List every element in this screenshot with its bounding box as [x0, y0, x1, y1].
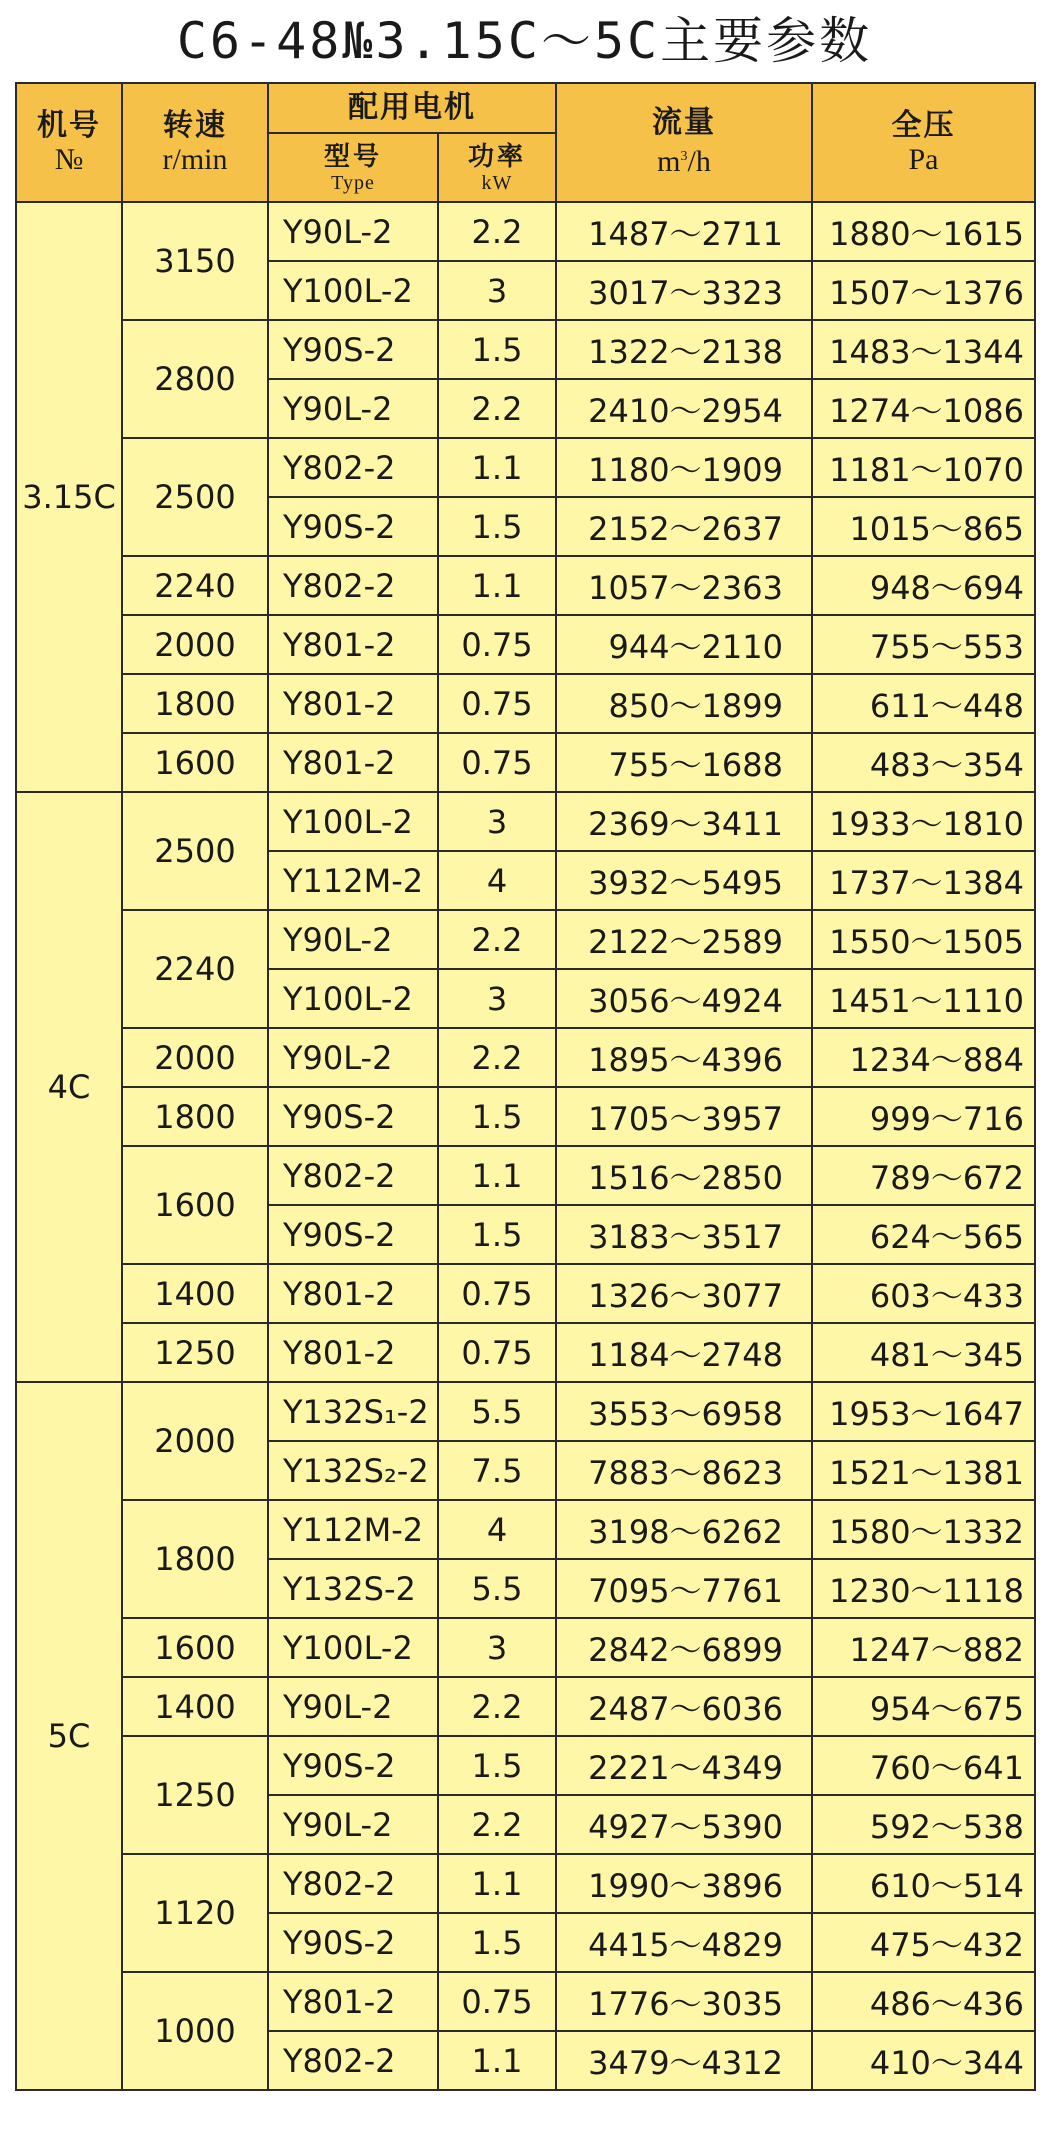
motor-type-cell: Y90L-2 — [268, 1028, 438, 1087]
flow-cell: 2152～2637 — [556, 497, 812, 556]
flow-unit-m: m — [657, 145, 681, 178]
flow-cell: 1516～2850 — [556, 1146, 812, 1205]
flow-cell: 4927～5390 — [556, 1795, 812, 1854]
motor-power-cell: 5.5 — [438, 1559, 556, 1618]
motor-type-cell: Y801-2 — [268, 1264, 438, 1323]
pressure-cell: 1015～865 — [812, 497, 1035, 556]
speed-cell: 1250 — [122, 1323, 268, 1382]
motor-type-cell: Y90L-2 — [268, 202, 438, 261]
table-row — [16, 1677, 1035, 1736]
pressure-cell: 475～432 — [812, 1913, 1035, 1972]
motor-power-cell: 2.2 — [438, 379, 556, 438]
motor-type-cell: Y100L-2 — [268, 1618, 438, 1677]
flow-cell: 1184～2748 — [556, 1323, 812, 1382]
speed-cell: 2500 — [122, 438, 268, 556]
motor-power-cell: 1.1 — [438, 556, 556, 615]
header-type-cn: 型号 — [323, 141, 382, 172]
pressure-cell: 1451～1110 — [812, 969, 1035, 1028]
flow-cell: 1776～3035 — [556, 1972, 812, 2031]
header-motor-label: 配用电机 — [348, 90, 476, 125]
speed-cell: 2800 — [122, 320, 268, 438]
speed-cell: 1600 — [122, 1618, 268, 1677]
motor-power-cell: 1.5 — [438, 320, 556, 379]
flow-unit-tail: /h — [687, 145, 711, 178]
pressure-cell: 1230～1118 — [812, 1559, 1035, 1618]
motor-power-cell: 1.5 — [438, 1087, 556, 1146]
flow-cell: 3198～6262 — [556, 1500, 812, 1559]
motor-type-cell: Y90S-2 — [268, 1913, 438, 1972]
table-header — [16, 83, 1035, 202]
motor-type-cell: Y90S-2 — [268, 320, 438, 379]
motor-type-cell: Y90S-2 — [268, 1087, 438, 1146]
motor-type-cell: Y90S-2 — [268, 1205, 438, 1264]
flow-cell: 2842～6899 — [556, 1618, 812, 1677]
speed-cell: 1600 — [122, 733, 268, 792]
motor-power-cell: 3 — [438, 792, 556, 851]
motor-power-cell: 2.2 — [438, 910, 556, 969]
speed-cell: 1600 — [122, 1146, 268, 1264]
table-row — [16, 1264, 1035, 1323]
table-row — [16, 1146, 1035, 1205]
header-type — [268, 133, 438, 202]
table-row — [16, 1500, 1035, 1559]
flow-unit-exp: 3 — [680, 149, 688, 164]
table-row — [16, 1382, 1035, 1441]
pressure-cell: 1274～1086 — [812, 379, 1035, 438]
motor-type-cell: Y90L-2 — [268, 379, 438, 438]
table-row — [16, 1087, 1035, 1146]
motor-type-cell: Y90S-2 — [268, 497, 438, 556]
motor-type-cell: Y802-2 — [268, 1854, 438, 1913]
motor-power-cell: 1.1 — [438, 2031, 556, 2090]
table-row — [16, 1736, 1035, 1795]
speed-cell: 1400 — [122, 1264, 268, 1323]
motor-type-cell: Y90S-2 — [268, 1736, 438, 1795]
flow-cell: 1326～3077 — [556, 1264, 812, 1323]
pressure-cell: 483～354 — [812, 733, 1035, 792]
speed-cell: 2240 — [122, 556, 268, 615]
motor-type-cell: Y801-2 — [268, 1323, 438, 1382]
flow-cell: 3183～3517 — [556, 1205, 812, 1264]
model-cell: 4C — [16, 792, 122, 1382]
flow-cell: 2410～2954 — [556, 379, 812, 438]
motor-type-cell: Y132S-2 — [268, 1559, 438, 1618]
motor-power-cell: 0.75 — [438, 1264, 556, 1323]
pressure-cell: 1507～1376 — [812, 261, 1035, 320]
pressure-cell: 1580～1332 — [812, 1500, 1035, 1559]
motor-power-cell: 7.5 — [438, 1441, 556, 1500]
header-pressure — [812, 83, 1035, 202]
pressure-cell: 1953～1647 — [812, 1382, 1035, 1441]
motor-type-cell: Y90L-2 — [268, 910, 438, 969]
table-row — [16, 1323, 1035, 1382]
motor-power-cell: 2.2 — [438, 202, 556, 261]
motor-type-cell: Y801-2 — [268, 674, 438, 733]
flow-cell: 3553～6958 — [556, 1382, 812, 1441]
pressure-cell: 1521～1381 — [812, 1441, 1035, 1500]
flow-cell: 1895～4396 — [556, 1028, 812, 1087]
motor-type-cell: Y801-2 — [268, 733, 438, 792]
speed-cell: 3150 — [122, 202, 268, 320]
speed-cell: 1800 — [122, 674, 268, 733]
header-model-cn: 机号 — [37, 107, 101, 143]
flow-cell: 1705～3957 — [556, 1087, 812, 1146]
flow-cell: 3017～3323 — [556, 261, 812, 320]
flow-cell: 1322～2138 — [556, 320, 812, 379]
pressure-cell: 592～538 — [812, 1795, 1035, 1854]
motor-power-cell: 1.5 — [438, 1736, 556, 1795]
motor-power-cell: 4 — [438, 851, 556, 910]
motor-power-cell: 0.75 — [438, 1972, 556, 2031]
speed-cell: 2000 — [122, 1028, 268, 1087]
motor-power-cell: 3 — [438, 261, 556, 320]
speed-cell: 1250 — [122, 1736, 268, 1854]
flow-cell: 7883～8623 — [556, 1441, 812, 1500]
motor-type-cell: Y100L-2 — [268, 792, 438, 851]
parameter-table — [15, 82, 1036, 2091]
header-speed-cn: 转速 — [163, 107, 227, 143]
pressure-cell: 624～565 — [812, 1205, 1035, 1264]
flow-cell: 944～2110 — [556, 615, 812, 674]
table-row — [16, 615, 1035, 674]
speed-cell: 2500 — [122, 792, 268, 910]
motor-type-cell: Y112M-2 — [268, 1500, 438, 1559]
pressure-cell: 481～345 — [812, 1323, 1035, 1382]
motor-power-cell: 3 — [438, 1618, 556, 1677]
speed-cell: 2000 — [122, 1382, 268, 1500]
speed-cell: 1120 — [122, 1854, 268, 1972]
motor-type-cell: Y802-2 — [268, 556, 438, 615]
table-row — [16, 792, 1035, 851]
motor-type-cell: Y112M-2 — [268, 851, 438, 910]
pressure-cell: 755～553 — [812, 615, 1035, 674]
pressure-cell: 1181～1070 — [812, 438, 1035, 497]
table-row — [16, 1618, 1035, 1677]
table-row — [16, 674, 1035, 733]
flow-cell: 2122～2589 — [556, 910, 812, 969]
flow-cell: 4415～4829 — [556, 1913, 812, 1972]
speed-cell: 2240 — [122, 910, 268, 1028]
motor-type-cell: Y132S₁-2 — [268, 1382, 438, 1441]
header-pressure-en: Pa — [908, 142, 939, 176]
motor-power-cell: 2.2 — [438, 1028, 556, 1087]
header-model — [16, 83, 122, 202]
motor-power-cell: 1.1 — [438, 1146, 556, 1205]
motor-type-cell: Y801-2 — [268, 615, 438, 674]
motor-type-cell: Y100L-2 — [268, 261, 438, 320]
pressure-cell: 410～344 — [812, 2031, 1035, 2090]
model-cell: 5C — [16, 1382, 122, 2090]
motor-power-cell: 1.1 — [438, 438, 556, 497]
pressure-cell: 1483～1344 — [812, 320, 1035, 379]
motor-power-cell: 1.5 — [438, 1913, 556, 1972]
speed-cell: 1800 — [122, 1500, 268, 1618]
flow-cell: 1180～1909 — [556, 438, 812, 497]
pressure-cell: 999～716 — [812, 1087, 1035, 1146]
header-pressure-cn: 全压 — [891, 107, 956, 143]
speed-cell: 1000 — [122, 1972, 268, 2090]
pressure-cell: 789～672 — [812, 1146, 1035, 1205]
motor-power-cell: 2.2 — [438, 1795, 556, 1854]
pressure-cell: 486～436 — [812, 1972, 1035, 2031]
pressure-cell: 1234～884 — [812, 1028, 1035, 1087]
motor-type-cell: Y90L-2 — [268, 1795, 438, 1854]
table-row — [16, 556, 1035, 615]
motor-type-cell: Y802-2 — [268, 438, 438, 497]
flow-cell: 850～1899 — [556, 674, 812, 733]
speed-cell: 1400 — [122, 1677, 268, 1736]
flow-cell: 3932～5495 — [556, 851, 812, 910]
motor-power-cell: 5.5 — [438, 1382, 556, 1441]
motor-power-cell: 1.1 — [438, 1854, 556, 1913]
motor-type-cell: Y100L-2 — [268, 969, 438, 1028]
motor-power-cell: 0.75 — [438, 615, 556, 674]
table-body — [16, 202, 1035, 2090]
motor-type-cell: Y90L-2 — [268, 1677, 438, 1736]
header-flow-unit — [557, 140, 811, 179]
flow-cell: 1057～2363 — [556, 556, 812, 615]
header-power-en: kW — [481, 171, 513, 194]
pressure-cell: 954～675 — [812, 1677, 1035, 1736]
flow-cell: 755～1688 — [556, 733, 812, 792]
motor-power-cell: 0.75 — [438, 733, 556, 792]
pressure-cell: 760～641 — [812, 1736, 1035, 1795]
pressure-cell: 1933～1810 — [812, 792, 1035, 851]
header-flow — [556, 83, 812, 202]
table-row — [16, 733, 1035, 792]
motor-power-cell: 0.75 — [438, 674, 556, 733]
flow-cell: 3479～4312 — [556, 2031, 812, 2090]
speed-cell: 2000 — [122, 615, 268, 674]
header-power-cn: 功率 — [467, 141, 526, 172]
header-type-en: Type — [331, 171, 375, 194]
pressure-cell: 610～514 — [812, 1854, 1035, 1913]
motor-power-cell: 2.2 — [438, 1677, 556, 1736]
motor-type-cell: Y802-2 — [268, 1146, 438, 1205]
table-row — [16, 1972, 1035, 2031]
flow-cell: 2487～6036 — [556, 1677, 812, 1736]
motor-power-cell: 3 — [438, 969, 556, 1028]
motor-power-cell: 4 — [438, 1500, 556, 1559]
table-row — [16, 1028, 1035, 1087]
motor-type-cell: Y802-2 — [268, 2031, 438, 2090]
header-speed — [122, 83, 268, 202]
flow-cell: 7095～7761 — [556, 1559, 812, 1618]
header-speed-en: r/min — [162, 142, 228, 176]
header-model-en: № — [54, 142, 84, 176]
motor-type-cell: Y132S₂-2 — [268, 1441, 438, 1500]
motor-power-cell: 0.75 — [438, 1323, 556, 1382]
table-row — [16, 1854, 1035, 1913]
flow-cell: 3056～4924 — [556, 969, 812, 1028]
motor-power-cell: 1.5 — [438, 1205, 556, 1264]
table-row — [16, 438, 1035, 497]
motor-type-cell: Y801-2 — [268, 1972, 438, 2031]
pressure-cell: 603～433 — [812, 1264, 1035, 1323]
model-cell: 3.15C — [16, 202, 122, 792]
speed-cell: 1800 — [122, 1087, 268, 1146]
header-motor — [268, 83, 556, 133]
table-row — [16, 910, 1035, 969]
pressure-cell: 1550～1505 — [812, 910, 1035, 969]
page-title: C6-48№3.15C～5C主要参数 — [176, 12, 873, 70]
table-row — [16, 202, 1035, 261]
pressure-cell: 1880～1615 — [812, 202, 1035, 261]
flow-cell: 1990～3896 — [556, 1854, 812, 1913]
pressure-cell: 1737～1384 — [812, 851, 1035, 910]
header-power — [438, 133, 556, 202]
pressure-cell: 1247～882 — [812, 1618, 1035, 1677]
flow-cell: 2221～4349 — [556, 1736, 812, 1795]
pressure-cell: 948～694 — [812, 556, 1035, 615]
header-flow-cn: 流量 — [652, 105, 716, 140]
table-row — [16, 320, 1035, 379]
pressure-cell: 611～448 — [812, 674, 1035, 733]
flow-cell: 2369～3411 — [556, 792, 812, 851]
motor-power-cell: 1.5 — [438, 497, 556, 556]
flow-cell: 1487～2711 — [556, 202, 812, 261]
